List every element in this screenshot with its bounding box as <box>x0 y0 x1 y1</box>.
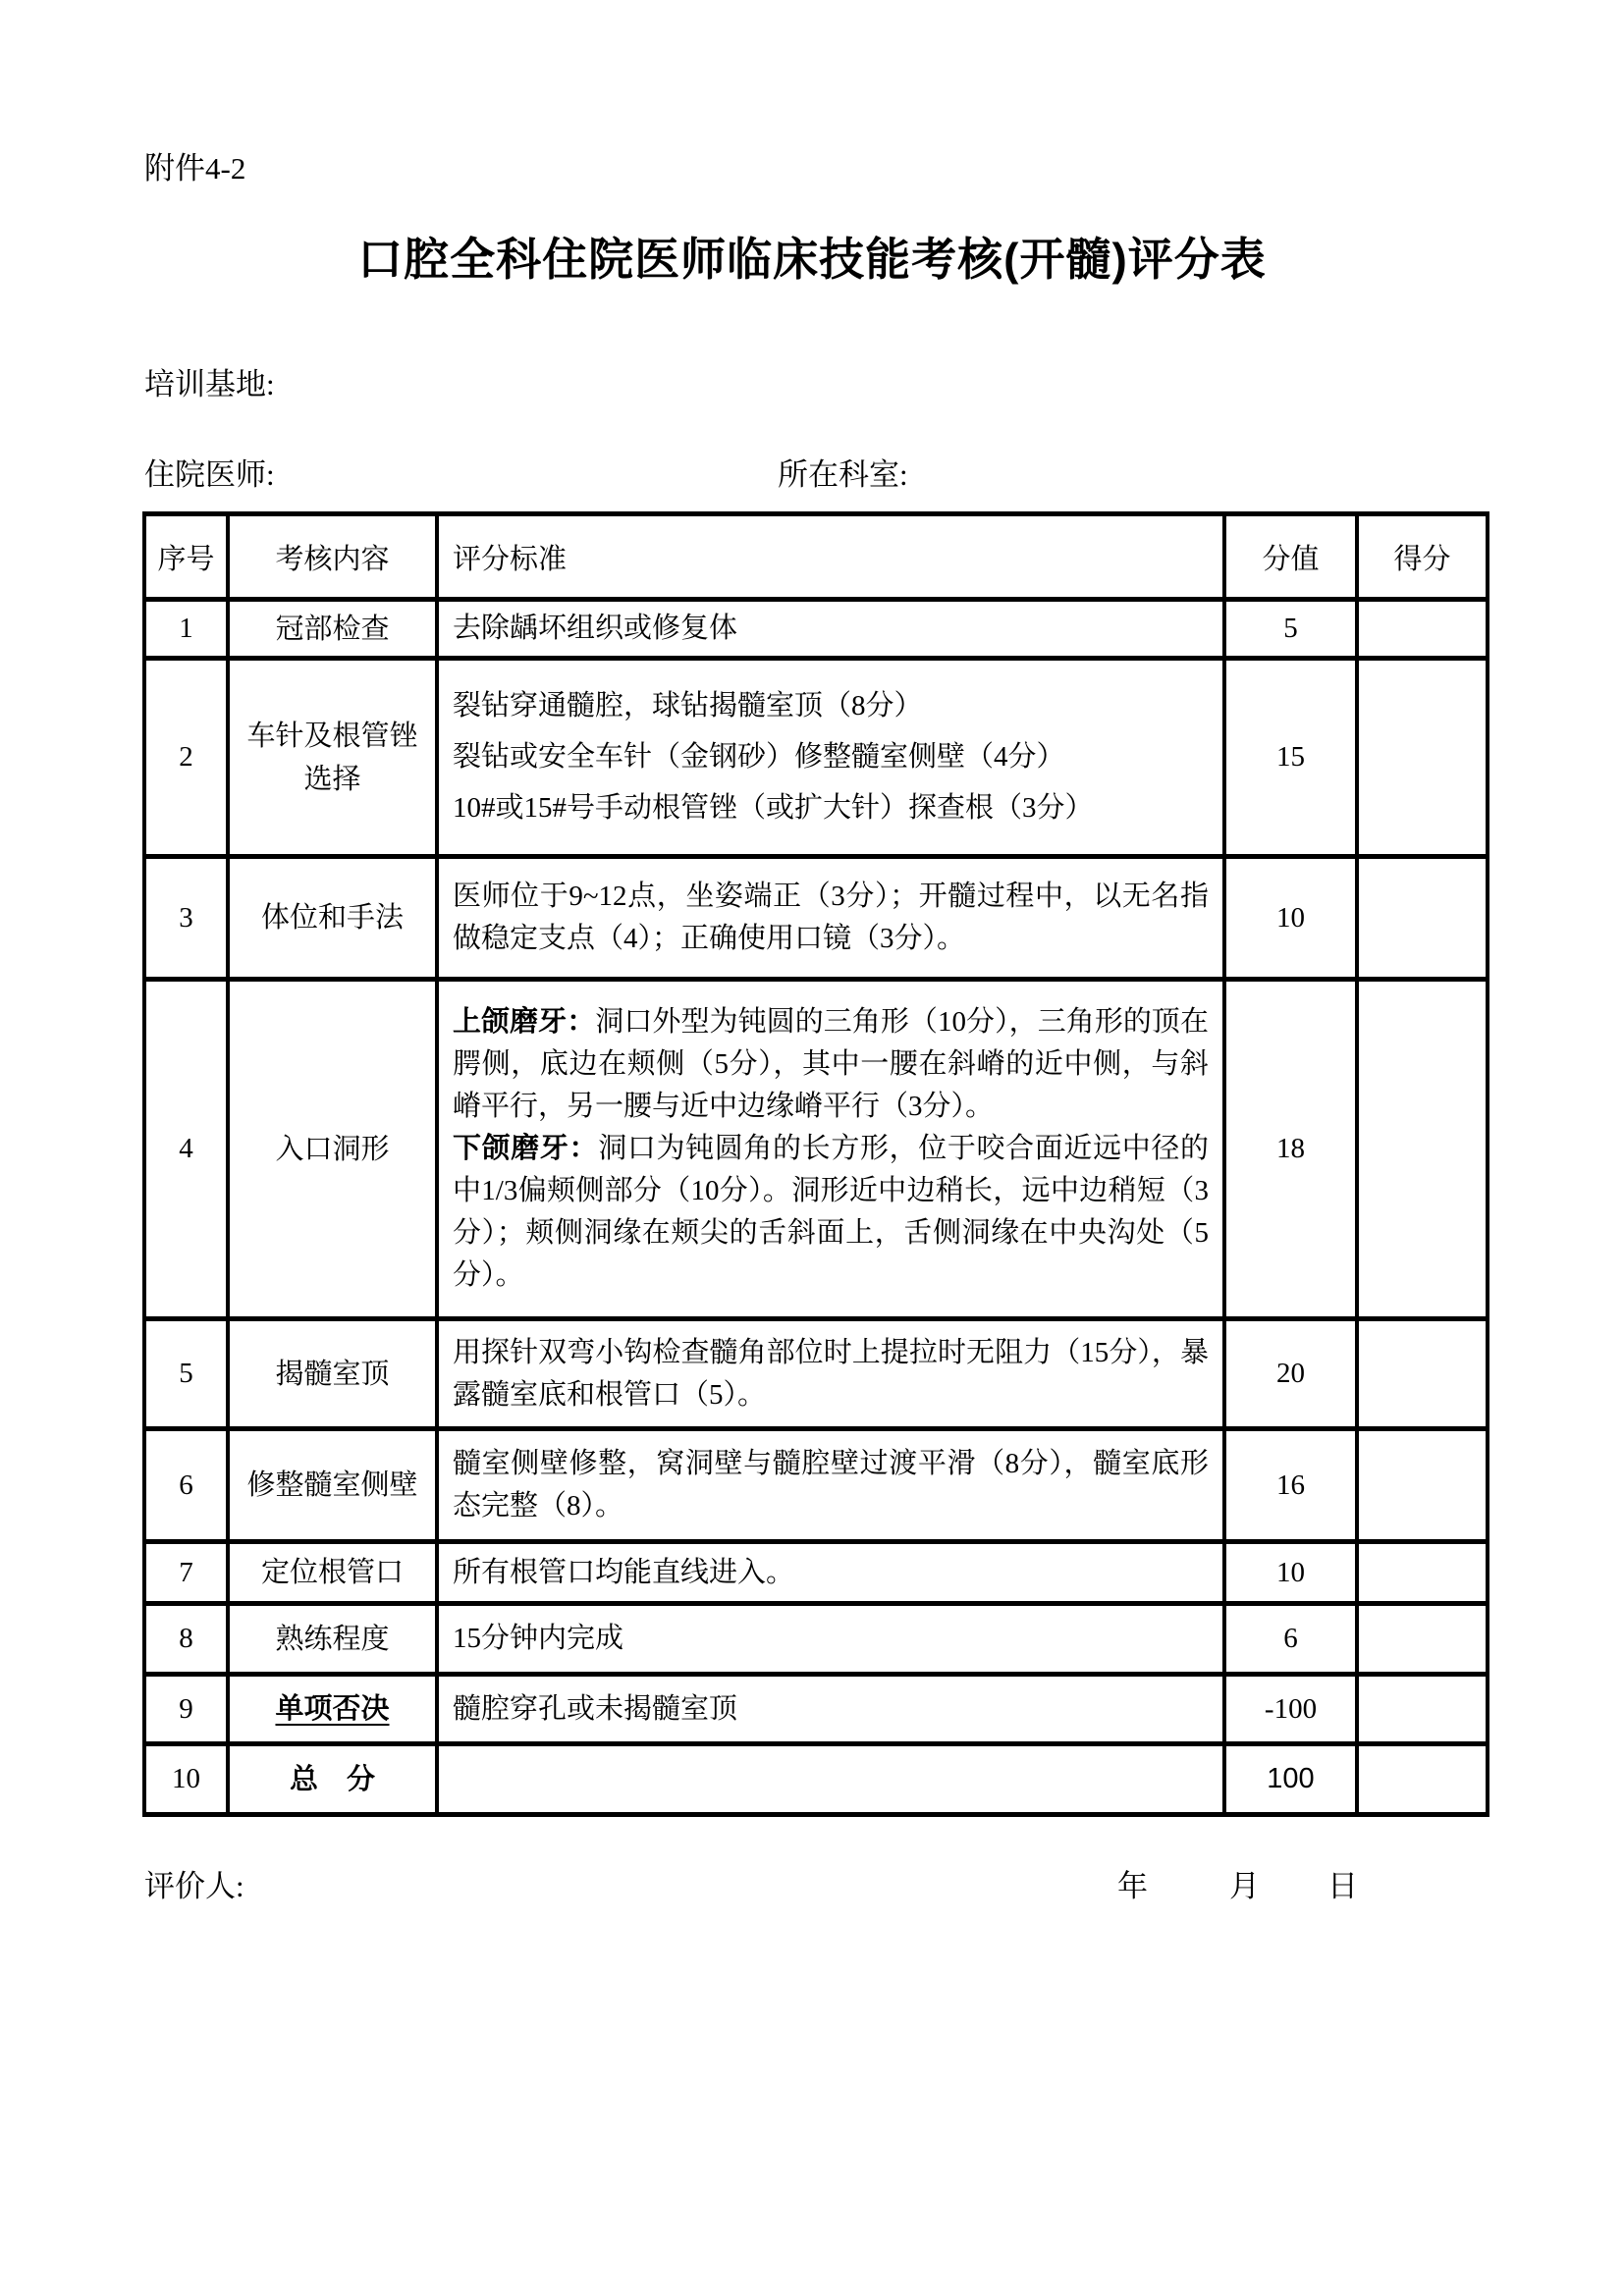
criteria-line: 10#或15#号手动根管锉（或扩大针）探查根（3分） <box>453 792 1094 824</box>
row-number-cell: 9 <box>144 1675 228 1744</box>
row-number-cell: 3 <box>144 857 228 980</box>
criteria-cell <box>437 980 1224 1319</box>
row-number-cell: 2 <box>144 659 228 857</box>
score-cell: 16 <box>1224 1429 1357 1542</box>
table-row <box>144 1675 1488 1744</box>
criteria-line: 所有根管口均能直线进入。 <box>453 1556 795 1588</box>
header-cell-score: 分值 <box>1224 514 1357 600</box>
score-cell: 10 <box>1224 1542 1357 1604</box>
date-year-label: 年 <box>1117 1869 1148 1903</box>
row-number-cell: 7 <box>144 1542 228 1604</box>
earned-cell <box>1357 980 1488 1319</box>
score-cell: 6 <box>1224 1604 1357 1675</box>
header-cell-earned: 得分 <box>1357 514 1488 600</box>
criteria-cell <box>437 1542 1224 1604</box>
content-label: 体位和手法 <box>260 902 404 934</box>
criteria-cell <box>437 1744 1224 1815</box>
header-cell-criteria: 评分标准 <box>437 514 1224 600</box>
criteria-line: 去除龋坏组织或修复体 <box>453 613 738 644</box>
criteria-line: 髓腔穿孔或未揭髓室顶 <box>453 1692 738 1725</box>
table-row <box>144 659 1488 857</box>
earned-cell <box>1357 1429 1488 1542</box>
score-cell: 10 <box>1224 857 1357 980</box>
content-label: 总 分 <box>289 1763 375 1795</box>
table-row <box>144 1604 1488 1675</box>
content-label: 揭髓室顶 <box>275 1358 390 1390</box>
content-label: 定位根管口 <box>260 1557 404 1588</box>
score-cell: 18 <box>1224 980 1357 1319</box>
row-number-cell: 1 <box>144 600 228 659</box>
criteria-cell <box>437 1319 1224 1429</box>
table-header-row <box>144 514 1488 600</box>
row-number-cell: 10 <box>144 1744 228 1815</box>
field-training-base: 培训基地: <box>144 367 275 401</box>
row-number-cell: 6 <box>144 1429 228 1542</box>
table-row <box>144 1319 1488 1429</box>
earned-cell <box>1357 1542 1488 1604</box>
content-label: 冠部检查 <box>275 613 390 645</box>
table-row <box>144 1429 1488 1542</box>
content-label: 熟练程度 <box>275 1623 390 1655</box>
evaluator-label: 评价人: <box>144 1869 244 1903</box>
content-cell <box>228 1429 437 1542</box>
criteria-line: 髓室侧壁修整，窝洞壁与髓腔壁过渡平滑（8分），髓室底形态完整（8）。 <box>453 1448 1209 1522</box>
content-cell <box>228 1319 437 1429</box>
criteria-line: 裂钻或安全车针（金钢砂）修整髓室侧壁（4分） <box>453 741 1065 773</box>
score-cell: -100 <box>1224 1675 1357 1744</box>
earned-cell <box>1357 1675 1488 1744</box>
criteria-cell <box>437 857 1224 980</box>
content-cell <box>228 857 437 980</box>
table-body <box>144 600 1488 1815</box>
date-day-label: 日 <box>1327 1869 1358 1903</box>
row-number-cell: 5 <box>144 1319 228 1429</box>
content-cell <box>228 659 437 857</box>
attachment-label: 附件4-2 <box>144 151 246 186</box>
table-row <box>144 857 1488 980</box>
content-label: 单项否决 <box>275 1693 390 1725</box>
criteria-line: 下颌磨牙：洞口为钝圆角的长方形，位于咬合面近远中径的中1/3偏颊侧部分（10分）。洞形近中边稍长，远中边稍短（3分）；颊侧洞缘在颊尖的舌斜面上，舌侧洞缘在中央沟处（5分）。 <box>453 1133 1209 1291</box>
criteria-cell <box>437 1675 1224 1744</box>
content-cell <box>228 600 437 659</box>
score-table <box>142 511 1489 1817</box>
date-month-label: 月 <box>1229 1869 1260 1903</box>
earned-cell <box>1357 600 1488 659</box>
criteria-cell <box>437 600 1224 659</box>
field-department: 所在科室: <box>778 457 908 492</box>
criteria-line: 医师位于9~12点，坐姿端正（3分）；开髓过程中，以无名指做稳定支点（4）；正确使用口镜（3分）。 <box>453 881 1209 954</box>
score-cell: 100 <box>1224 1744 1357 1815</box>
criteria-line: 15分钟内完成 <box>453 1623 624 1654</box>
criteria-line: 裂钻穿通髓腔，球钻揭髓室顶（8分） <box>453 690 923 721</box>
score-cell: 5 <box>1224 600 1357 659</box>
criteria-cell <box>437 1429 1224 1542</box>
row-number-cell: 8 <box>144 1604 228 1675</box>
table-row <box>144 600 1488 659</box>
earned-cell <box>1357 659 1488 857</box>
criteria-cell <box>437 1604 1224 1675</box>
header-cell-content: 考核内容 <box>228 514 437 600</box>
content-cell <box>228 1542 437 1604</box>
table-row <box>144 1542 1488 1604</box>
header-cell-number: 序号 <box>144 514 228 600</box>
earned-cell <box>1357 857 1488 980</box>
page-title: 口腔全科住院医师临床技能考核(开髓)评分表 <box>357 234 1267 285</box>
criteria-line: 上颌磨牙：洞口外型为钝圆的三角形（10分），三角形的顶在腭侧，底边在颊侧（5分），其中一腰在斜嵴的近中侧，与斜嵴平行，另一腰与近中边缘嵴平行（3分）。 <box>453 1006 1209 1122</box>
content-label: 修整髓室侧壁 <box>246 1469 418 1501</box>
content-label: 车针及根管锉选择 <box>246 720 418 795</box>
content-label: 入口洞形 <box>275 1133 390 1165</box>
earned-cell <box>1357 1319 1488 1429</box>
content-cell <box>228 1604 437 1675</box>
row-number-cell: 4 <box>144 980 228 1319</box>
content-cell <box>228 1744 437 1815</box>
field-resident: 住院医师: <box>144 457 275 492</box>
criteria-cell <box>437 659 1224 857</box>
content-cell <box>228 980 437 1319</box>
table-row <box>144 980 1488 1319</box>
score-cell: 20 <box>1224 1319 1357 1429</box>
content-cell <box>228 1675 437 1744</box>
table-row <box>144 1744 1488 1815</box>
earned-cell <box>1357 1744 1488 1815</box>
criteria-line: 用探针双弯小钩检查髓角部位时上提拉时无阻力（15分），暴露髓室底和根管口（5）。 <box>453 1336 1209 1411</box>
earned-cell <box>1357 1604 1488 1675</box>
score-cell: 15 <box>1224 659 1357 857</box>
